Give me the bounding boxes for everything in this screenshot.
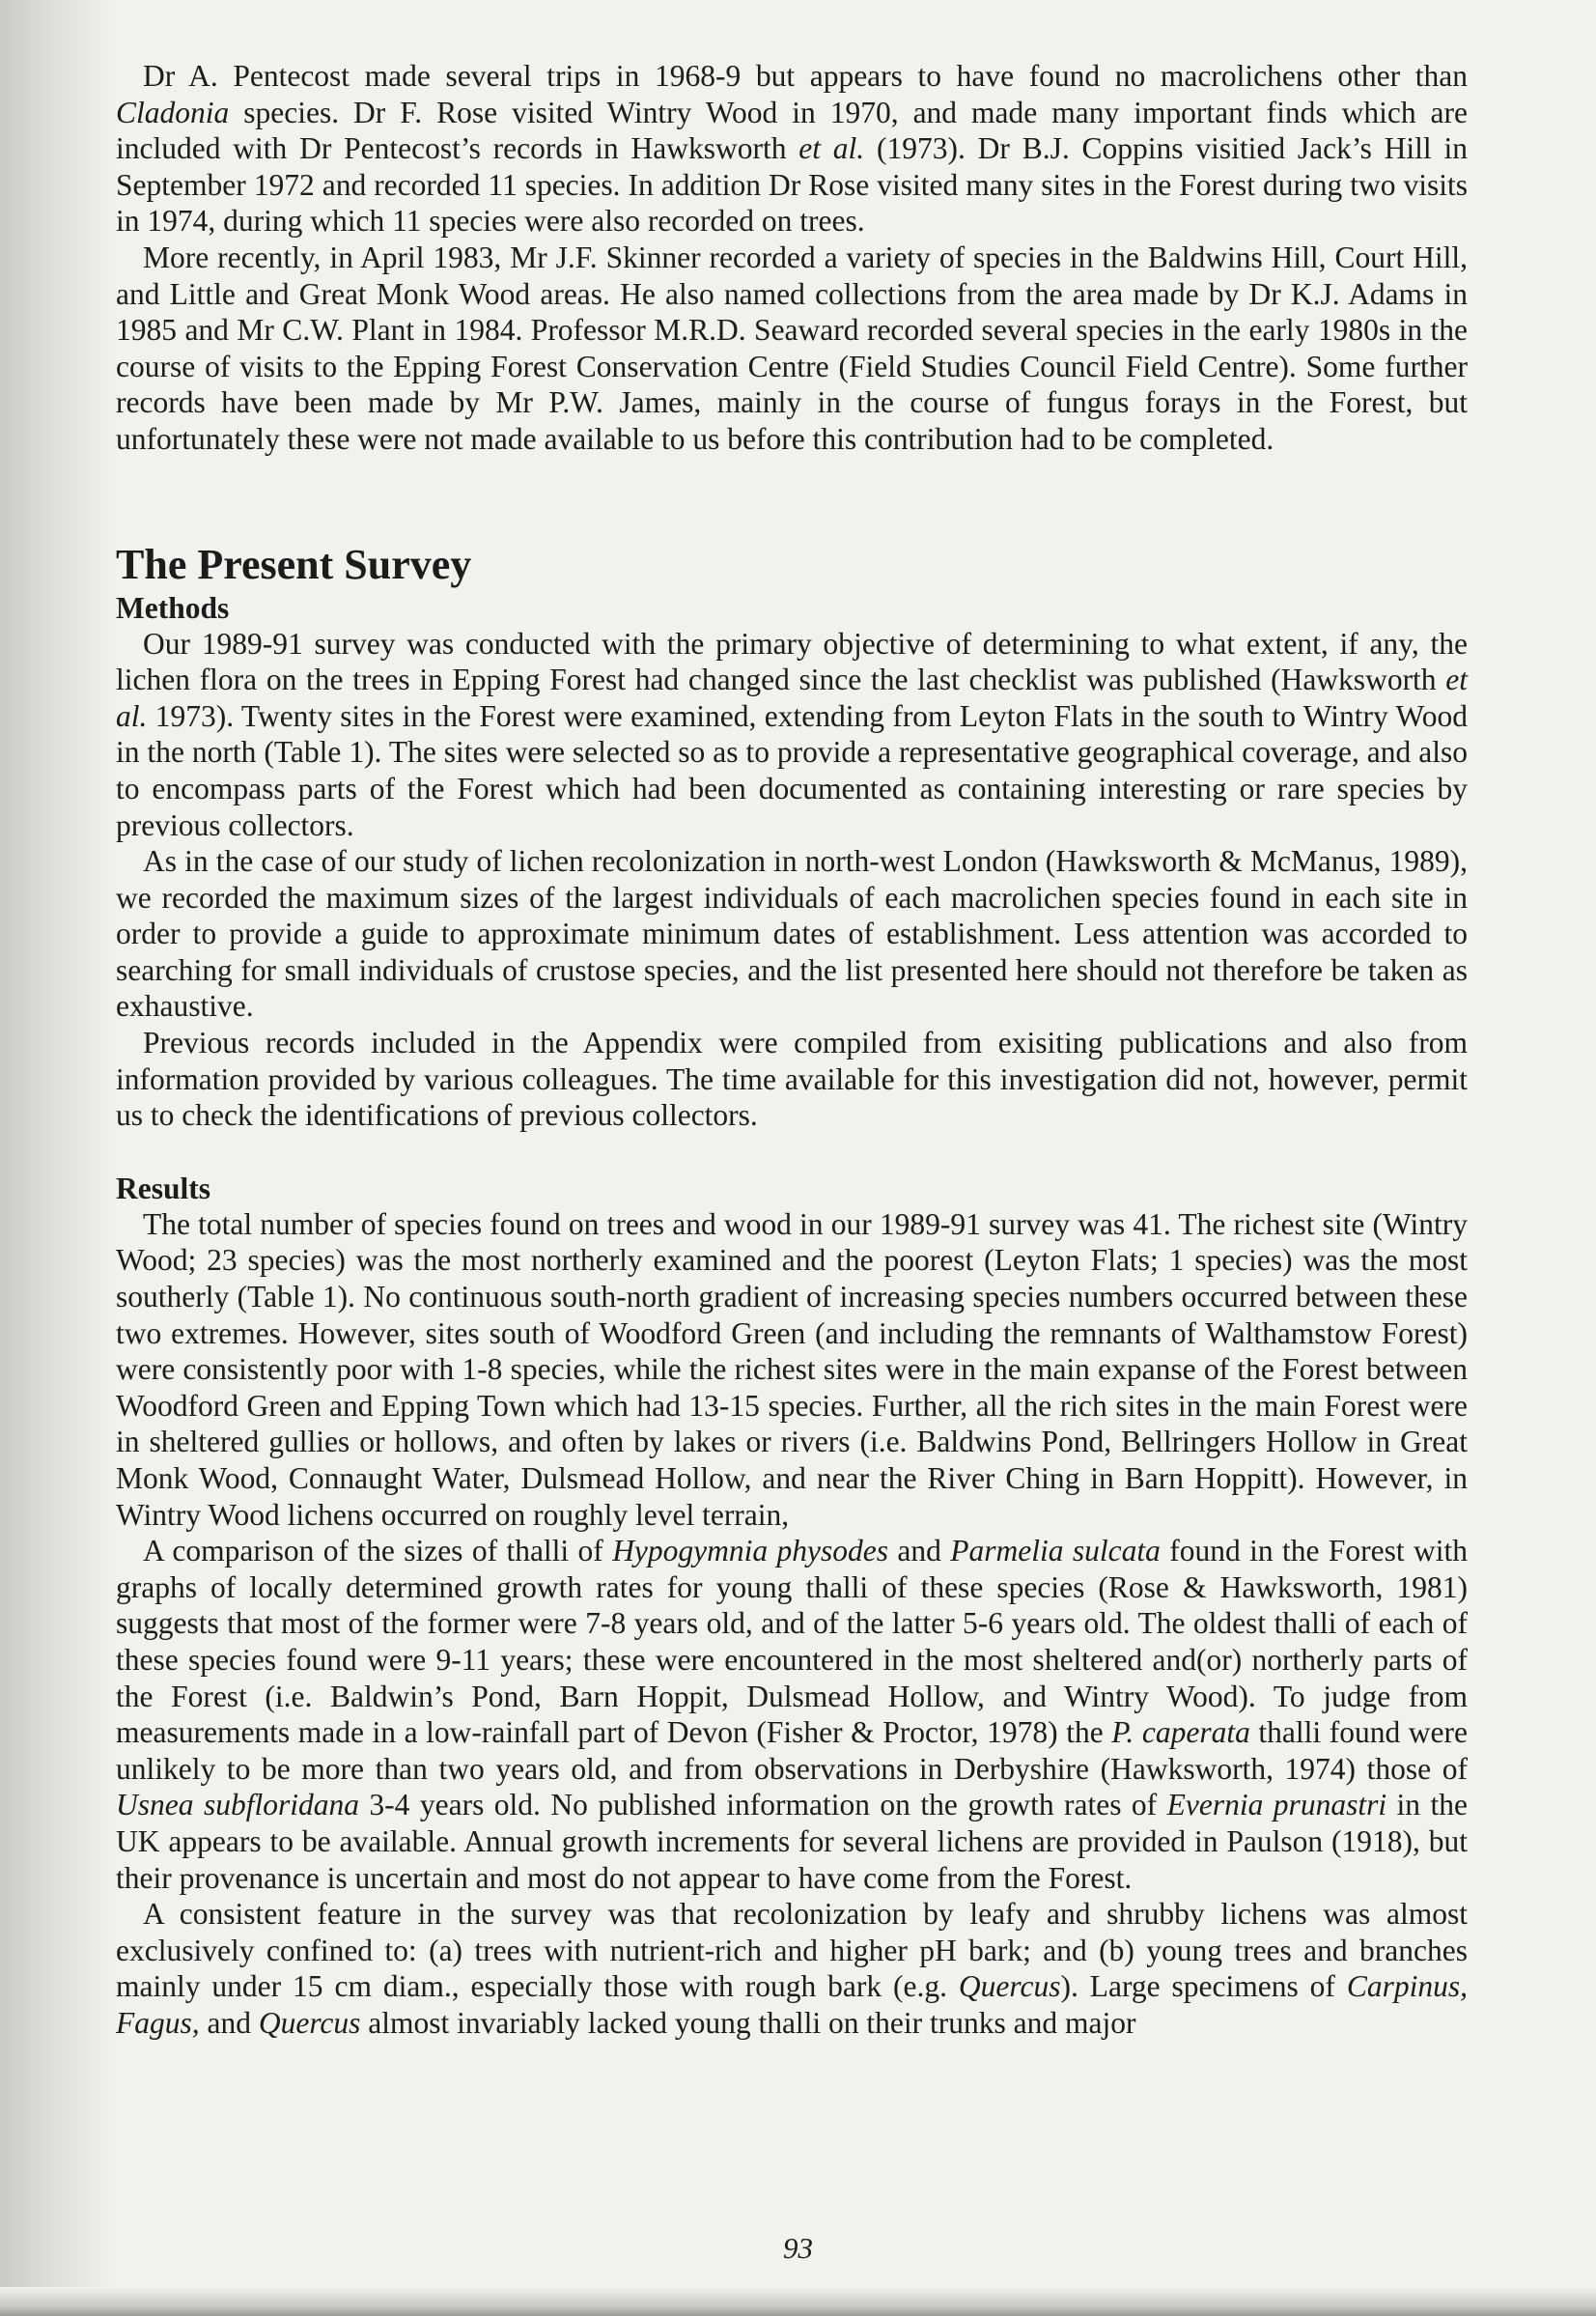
methods-paragraph-3: Previous records included in the Appendix were compiled from exisiting publications and also from information provided by various colleagues. The time available for this investigation did not, however, permit us to check the identifications of previous collectors.: [116, 1026, 1468, 1133]
italic-text: Quercus: [258, 2005, 361, 2040]
italic-text: Quercus: [958, 1969, 1061, 2004]
page-body: [116, 58, 1468, 2042]
italic-text: Cladonia: [116, 95, 230, 129]
italic-text: et al.: [116, 663, 1468, 733]
results-paragraph-3: A consistent feature in the survey was that recolonization by leafy and shrubby lichens was almost exclusively confined to: (a) trees with nutrient-rich and higher pH bark; and (b) young trees and branches mainly under 15 cm diam., especially those with rough bark (e.g. Quercus). Large specimens of Carpinus, Fagus, and Quercus almost invariably lacked young thalli on their trunks and major: [116, 1897, 1468, 2040]
results-paragraph-1: The total number of species found on trees and wood in our 1989-91 survey was 41. The richest site (Wintry Wood; 23 species) was the most northerly examined and the poorest (Leyton Flats; 1 species) was the most southerly (Table 1). No continuous south-north gradient of increasing species numbers occurred between these two extremes. However, sites south of Woodford Green (and including the remnants of Walthamstow Forest) were consistently poor with 1-8 species, while the richest sites were in the main expanse of the Forest between Woodford Green and Epping Town which had 13-15 species. Further, all the rich sites in the main Forest were in sheltered gullies or hollows, and often by lakes or rivers (i.e. Baldwins Pond, Bellringers Hollow in Great Monk Wood, Connaught Water, Dulsmead Hollow, and near the River Ching in Barn Hoppitt). However, in Wintry Wood lichens occurred on roughly level terrain,: [116, 1206, 1468, 1532]
section-title: The Present Survey: [116, 540, 472, 588]
italic-text: P. caperata: [1111, 1715, 1250, 1750]
page-edge-shadow: [0, 0, 116, 2316]
italic-text: Hypogymnia physodes: [612, 1534, 889, 1568]
italic-text: Usnea subfloridana: [116, 1788, 359, 1822]
intro-paragraph-1: Dr A. Pentecost made several trips in 1968-9 but appears to have found no macrolichens other than Cladonia species. Dr F. Rose visited Wintry Wood in 1970, and made many important finds which are included with Dr Pentecost’s records in Hawksworth et al. (1973). Dr B.J. Coppins visitied Jack’s Hill in September 1972 and recorded 11 species. In addition Dr Rose visited many sites in the Forest during two visits in 1974, during which 11 species were also recorded on trees.: [116, 59, 1468, 239]
methods-paragraph-1: Our 1989-91 survey was conducted with the primary objective of determining to what extent, if any, the lichen flora on the trees in Epping Forest had changed since the last checklist was published (Hawksworth et al. 1973). Twenty sites in the Forest were examined, extending from Leyton Flats in the south to Wintry Wood in the north (Table 1). The sites were selected so as to provide a representative geographical coverage, and also to encompass parts of the Forest which had been documented as containing interesting or rare species by previous collectors.: [116, 626, 1468, 842]
intro-paragraph-2: More recently, in April 1983, Mr J.F. Skinner recorded a variety of species in the Baldwins Hill, Court Hill, and Little and Great Monk Wood areas. He also named collections from the area made by Dr K.J. Adams in 1985 and Mr C.W. Plant in 1984. Professor M.R.D. Seaward recorded several species in the early 1980s in the course of visits to the Epping Forest Conservation Centre (Field Studies Council Field Centre). Some further records have been made by Mr P.W. James, mainly in the course of fungus forays in the Forest, but unfortunately these were not made available to us before this contribution had to be completed.: [116, 240, 1468, 456]
italic-text: Parmelia sulcata: [950, 1534, 1161, 1568]
italic-text: Evernia prunastri: [1166, 1788, 1387, 1822]
italic-text: et al.: [798, 131, 865, 166]
methods-paragraph-2: As in the case of our study of lichen recolonization in north-west London (Hawksworth & McManus, 1989), we recorded the maximum sizes of the largest individuals of each macrolichen species found in each site in order to provide a guide to approximate minimum dates of establishment. Less attention was accorded to searching for small individuals of crustose species, and the list presented here should not therefore be taken as exhaustive.: [116, 844, 1468, 1024]
page-bottom-edge: [0, 2287, 1596, 2316]
results-paragraph-2: A comparison of the sizes of thalli of Hypogymnia physodes and Parmelia sulcata found in the Forest with graphs of locally determined growth rates for young thalli of these species (Rose & Hawksworth, 1981) suggests that most of the former were 7-8 years old, and of the latter 5-6 years old. The oldest thalli of each of these species found were 9-11 years; these were encountered in the most sheltered and(or) northerly parts of the Forest (i.e. Baldwin’s Pond, Barn Hoppit, Dulsmead Hollow, and Wintry Wood). To judge from measurements made in a low-rainfall part of Devon (Fisher & Proctor, 1978) the P. caperata thalli found were unlikely to be more than two years old, and from observations in Derbyshire (Hawksworth, 1974) those of Usnea subfloridana 3-4 years old. No published information on the growth rates of Evernia prunastri in the UK appears to be available. Annual growth increments for several lichens are provided in Paulson (1918), but their provenance is uncertain and most do not appear to have come from the Forest.: [116, 1534, 1468, 1895]
results-heading: Results: [116, 1171, 211, 1205]
methods-heading: Methods: [116, 590, 230, 625]
italic-text: Carpinus, Fagus,: [116, 1969, 1468, 2040]
page-number: 93: [783, 2231, 813, 2265]
